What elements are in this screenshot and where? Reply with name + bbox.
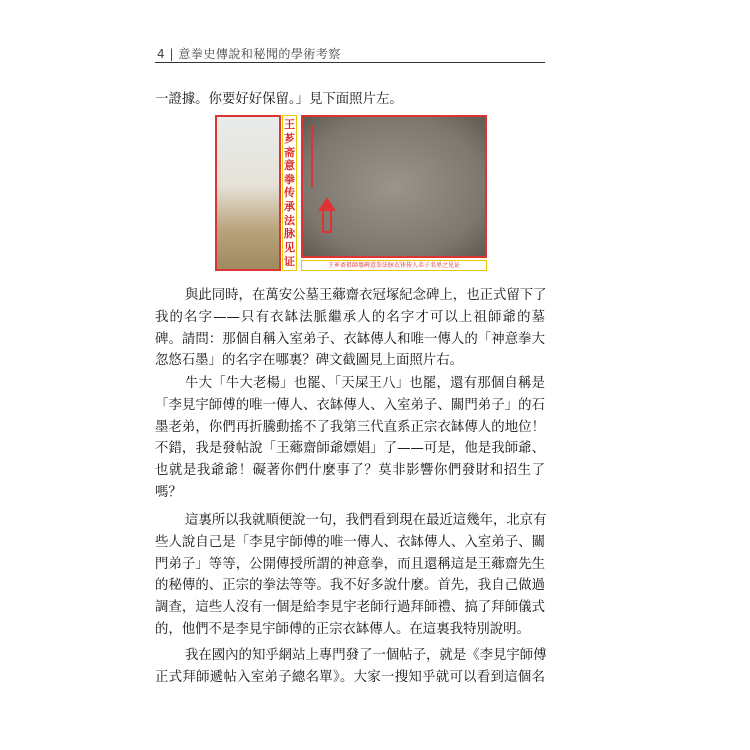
text-line: 的秘傳的、正宗的拳法等等。我不好多說什麼。首先，我自己做過 <box>155 578 545 594</box>
book-title: 意拳史傳說和秘聞的學術考察 <box>178 47 341 61</box>
text-line: 我在國內的知乎網站上專門發了一個帖子，就是《李見宇師傅 <box>185 648 547 663</box>
label-char: 拳 <box>284 172 295 186</box>
text-line: 正式拜師遞帖入室弟子總名單》。大家一搜知乎就可以看到這個名 <box>155 669 545 685</box>
text-line: 也就是我爺爺！礙著你們什麼事了？莫非影響你們發財和招生了 <box>155 463 545 479</box>
text-line: 一證據。你要好好保留。」見下面照片左。 <box>155 92 403 107</box>
label-char: 证 <box>284 254 295 268</box>
header-separator: | <box>169 47 175 61</box>
label-char: 斋 <box>284 145 295 159</box>
red-arrow-icon <box>318 197 336 211</box>
red-marker-line <box>311 125 313 187</box>
vertical-label <box>282 115 297 271</box>
text-line: 調查，這些人沒有一個是給李見宇老師行過拜師禮、搞了拜師儀式 <box>155 600 545 616</box>
label-char: 见 <box>284 240 295 254</box>
text-line: 這裏所以我就順便說一句，我們看到現在最近這幾年，北京有 <box>185 513 547 528</box>
label-char: 法 <box>284 213 295 227</box>
label-char: 传 <box>284 186 295 200</box>
red-arrow-stem <box>322 211 332 233</box>
label-char: 芗 <box>284 131 295 145</box>
text-line: 碑。請問：那個自稱入室弟子、衣缽傳人和唯一傳人的「神意拳大 <box>155 331 545 347</box>
label-char: 承 <box>284 200 295 214</box>
header-rule <box>155 62 545 63</box>
figure-caption: 王芗斋祖師墓碑意拳法脉衣钵传人弟子名单之见证 <box>301 260 487 271</box>
text-line: 我的名字——只有衣缽法脈繼承人的名字才可以上祖師爺的墓 <box>155 309 545 325</box>
text-line: 牛大「牛大老楊」也罷、「天屎王八」也罷，還有那個自稱是 <box>185 376 545 391</box>
text-line: 與此同時，在萬安公墓王薌齋衣冠塚紀念碑上，也正式留下了 <box>185 288 547 303</box>
text-line: 門弟子」等等，公開傳授所謂的神意拳，而且還稱這是王薌齋先生 <box>155 556 545 572</box>
text-line: 嗎？ <box>155 485 182 500</box>
label-char: 意 <box>284 159 295 173</box>
label-char: 王 <box>284 118 295 132</box>
page-number: 4 <box>157 47 166 61</box>
text-line: 的，他們不是李見宇師傅的正宗衣缽傳人。在這裏我特別說明。 <box>155 622 530 637</box>
text-line: 不錯，我是發帖說「王薌齋師爺嫖娼」了——可是，他是我師爺、 <box>155 441 545 457</box>
photo-left-scroll <box>215 115 281 271</box>
photo-right-stele-inscription <box>301 115 487 258</box>
text-line: 「李見宇師傅的唯一傳人、衣缽傳人、入室弟子、關門弟子」的石 <box>155 397 545 413</box>
text-line: 墨老弟，你們再折騰動搖不了我第三代直系正宗衣缽傳人的地位！ <box>155 419 545 435</box>
running-header <box>157 45 341 62</box>
text-line: 些人說自己是「李見宇師傅的唯一傳人、衣缽傳人、入室弟子、關 <box>155 534 545 550</box>
label-char: 脉 <box>284 227 295 241</box>
text-line: 忽悠石墨」的名字在哪裏？碑文截圖見上面照片右。 <box>155 353 463 369</box>
